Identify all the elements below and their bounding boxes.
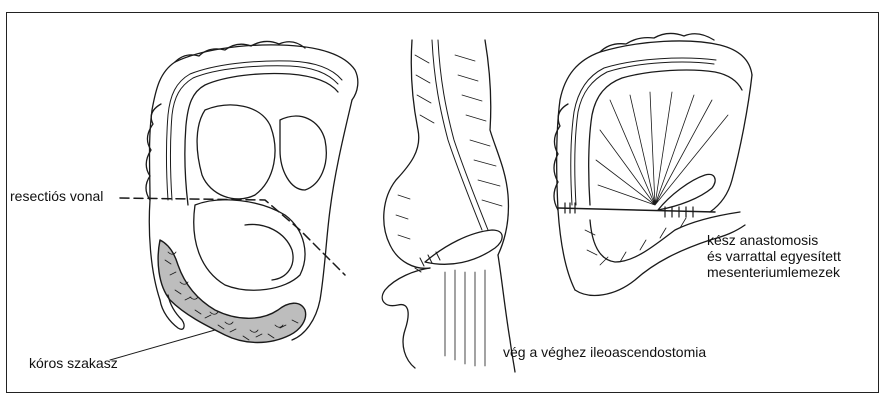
resection-line-label: resectiós vonal [10, 188, 104, 204]
finished-anastomosis-line-2: és varrattal egyesített [707, 248, 841, 264]
anastomosis-line [558, 208, 715, 212]
colon-right-wall [485, 40, 508, 255]
anastomosis-lumen [425, 230, 502, 264]
colon-left-wall [384, 40, 430, 268]
finished-anastomosis-label [707, 232, 841, 280]
ileum-inner [445, 270, 485, 366]
mesentery-fan [596, 92, 728, 205]
mesentery-loop-1 [197, 105, 275, 199]
middle-panel [382, 40, 515, 372]
colon-taenia [167, 61, 343, 200]
mesentery-loop-4 [245, 224, 293, 280]
resection-line [120, 198, 345, 275]
colon-taenia-right [571, 58, 716, 205]
mesentery-loop-2 [280, 116, 326, 190]
small-bowel-folds [585, 218, 686, 265]
colon-haustra-right [554, 33, 714, 210]
left-panel [110, 41, 358, 360]
colon-right-limb-right [710, 75, 752, 212]
diseased-ileum [158, 240, 306, 343]
diseased-segment-label: kóros szakasz [29, 355, 118, 371]
ileum-loop [382, 268, 430, 368]
finished-anastomosis-line-1: kész anastomosis [707, 232, 819, 248]
mesentery-loop-3 [194, 200, 305, 290]
leader-diseased [110, 330, 215, 360]
end-to-end-label: vég a véghez ileoascendostomia [503, 344, 707, 360]
finished-lumen [658, 174, 715, 210]
colon-taenia-mid [432, 40, 488, 230]
colon-right-limb [292, 100, 352, 340]
finished-anastomosis-line-3: mesenteriumlemezek [707, 264, 841, 280]
